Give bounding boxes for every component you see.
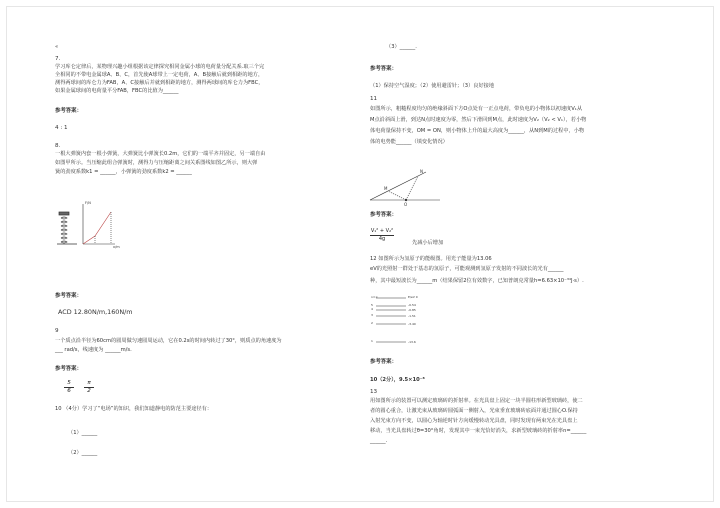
level-e-4: -0.85 [408, 308, 416, 312]
q7-answer-label: 参考答案： [55, 108, 82, 114]
level-n-1: 1 [371, 339, 373, 343]
q8-line-1: 一根大弹簧内套一根小弹簧，大弹簧比小弹簧长0.2m，它们的一端平齐并固定，另一端自由 [55, 151, 266, 157]
q12-text-1: 如图所示为氢原子的能级图。用光子能量为13.06 [378, 256, 492, 262]
incline-figure [368, 160, 448, 208]
level-n-5: 5 [371, 303, 373, 307]
fraction-denominator: 6 [64, 387, 74, 395]
q10-number: 10 [55, 406, 62, 412]
q8-line-2: 如图甲所示。当压缩此组合弹簧时，测得力与压缩距离之间关系图线如图乙所示，则大弹 [55, 160, 258, 166]
q10-item-1: （1）______ [68, 430, 98, 436]
q12-answer: 10（2分），9.5×10⁻⁸ [370, 377, 425, 383]
q10-intro [55, 406, 212, 413]
q11-line-3: 体电荷量保持不变，OM = ON，则小物体上升的最大高度为______，从N到M的过程中，小物 [370, 128, 585, 134]
level-n-inf: n=∞ [371, 295, 378, 299]
label-n: N [420, 169, 423, 174]
label-o: O [404, 202, 408, 207]
q9-answer-fraction-2 [84, 380, 94, 395]
q11-answer-note: 先减小后增加 [412, 240, 444, 246]
q11-line-4: 体的电势能______（填变化情况） [370, 139, 448, 145]
graph-x-label: x/m [113, 245, 120, 249]
q12-line-1 [370, 256, 492, 263]
level-n-4: 4 [371, 307, 373, 311]
q9-line-2: ___ rad/s，线速度为 ______m/s. [55, 347, 132, 353]
q11-line-2: M点沿斜面上滑，到达N点时速度为零，然后下滑回到M点，此时速度为V₂（V₂ < V₁），若小物 [370, 117, 587, 123]
q13-line-1: 用如图所示的装置可以测定玻璃砖的折射率。在光具盘上固定一块半圆柱形新型玻璃砖，使二 [370, 398, 583, 404]
q7-line-3: 测得两球间的库仑力为FAB，A、C接触后并就到相距的地方，测得两球间的库仑力为FBC， [55, 80, 264, 86]
q7-line-1: 学习库仑定律后，某物理兴趣小组根据该定律探究相同金属小球的电荷量分配关系.取三个完 [55, 64, 265, 70]
q13-number: 13 [370, 389, 378, 395]
level-e-1: -13.6 [408, 340, 416, 344]
fraction-denominator: 2 [84, 387, 94, 395]
q11-number: 11 [370, 96, 378, 102]
q12-answer-label: 参考答案： [370, 359, 397, 365]
q10-answer: （1）保持空气湿度；（2）使用避雷针；（3）良好接地 [370, 83, 495, 89]
q7-answer: 4 : 1 [55, 125, 68, 131]
level-e-5: -0.54 [408, 303, 416, 307]
level-e-2: -3.40 [408, 322, 416, 326]
page-mark: « [55, 44, 59, 50]
level-labels [371, 295, 418, 344]
q12-number: 12 [370, 256, 377, 262]
q10-line: （4分）学习了“电场”的知识，我们知道静电的防范主要途径有： [63, 406, 213, 412]
fraction-numerator: V₁² + V₂² [370, 228, 394, 234]
fraction-denominator: 4g [370, 235, 394, 243]
spring-figure [55, 198, 125, 250]
fraction-numerator: 5 [67, 380, 71, 386]
q8-answer-label: 参考答案： [55, 293, 82, 299]
force-graph [83, 204, 115, 244]
q7-number: 7. [55, 56, 61, 62]
q11-answer-fraction [370, 228, 394, 243]
q7-line-2: 全相同的不带电金属球A、B、C，首先使A球带上一定电荷，A、B接触后就到相距的地方， [55, 72, 264, 78]
level-e-3: -1.51 [408, 314, 416, 318]
q9-answer-fraction-1 [64, 380, 74, 395]
q10-item-3: （3）______. [386, 44, 417, 50]
q9-number: 9 [55, 328, 59, 334]
fraction-numerator: π [87, 380, 91, 386]
q12-line-3: 种，其中最短波长为______m（结果保留2位有效数字，已知普朗克常量h=6.63×10⁻³⁴J·s）. [370, 278, 584, 284]
q11-answer-label: 参考答案： [370, 212, 397, 218]
level-n-2: 2 [371, 321, 373, 325]
q9-answer-label: 参考答案： [55, 366, 82, 372]
q7-line-4: 如果金属球间的电荷量平分FAB，FBC的比值为______ [55, 88, 179, 94]
q13-line-2: 者的圆心重合，让激光束从玻璃砖圆弧面一侧射入，光束垂直玻璃砖底面并通过圆心O.保持 [370, 408, 578, 414]
graph-y-label: F/N [85, 201, 91, 205]
charge-point [405, 199, 407, 201]
q9-line-1: 一个质点沿半径为60cm的圆周做匀速圆周运动，它在0.2s的时间内转过了30°，则质点的角速度为 [55, 338, 282, 344]
q8-number: 8. [55, 143, 61, 149]
q8-answer: ACD 12.80N/m,160N/m [58, 308, 133, 316]
q10-answer-label: 参考答案： [370, 66, 397, 72]
q12-line-2: eV的光照射一群处于基态的氢原子，可能观测到氢原子发射的不同波长的光有______ [370, 266, 564, 272]
label-m: M [384, 186, 388, 191]
level-e-inf: E/eV 0 [408, 295, 418, 299]
spring-assembly [57, 212, 77, 244]
level-lines [376, 298, 406, 342]
q11-line-1: 如图所示，粗糙程度均匀的绝缘斜面下方O点处有一正点电荷，带负电的小物体以初速度V₁从 [370, 106, 583, 112]
q13-line-3: 入射光束方向不变，以圆心为轴逆时针方向缓慢转动光具盘，同时发现有两束光在光具盘上 [370, 418, 578, 424]
q8-line-3: 簧的劲度系数k1 = ______，小弹簧的劲度系数k2 = ______ [55, 169, 192, 175]
energy-level-diagram [370, 292, 440, 348]
q13-line-5: ______. [370, 438, 388, 444]
q10-item-2: （2）______ [68, 450, 98, 456]
level-n-3: 3 [371, 313, 373, 317]
incline-lines [370, 172, 440, 200]
q13-line-4: 移动，当光具盘转过θ=30°角时，发现其中一束光恰好消失，求新型玻璃砖的折射率n=______ [370, 428, 587, 434]
